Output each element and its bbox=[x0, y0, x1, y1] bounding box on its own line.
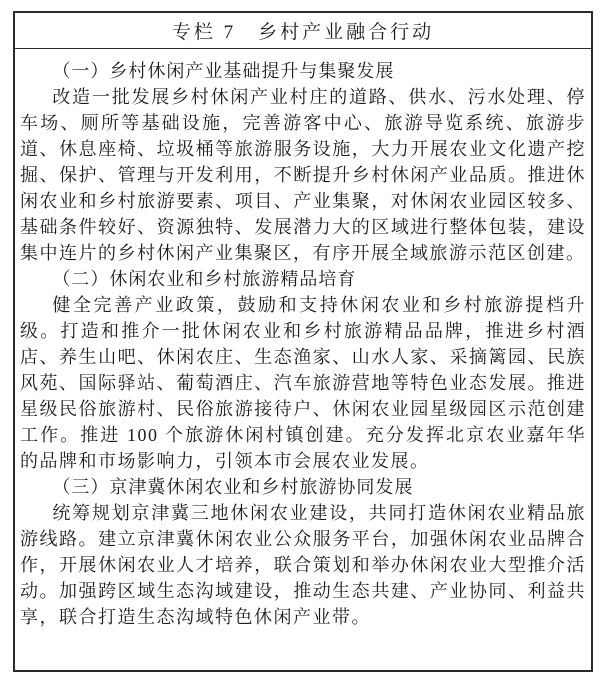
section-paragraph-1: 改造一批发展乡村休闲产业村庄的道路、供水、污水处理、停车场、厕所等基础设施，完善游客中心、旅游导览系统、旅游步道、休息座椅、垃圾桶等旅游服务设施，大力开展农业文化遗产挖掘、保护、管理与开发利用，不断提升乡村休闲产业品质。推进休闲农业和乡村旅游要素、项目、产业集聚，对休闲农业园区较多、基础条件较好、资源独特、发展潜力大的区域进行整体包装，建设集中连片的乡村休闲产业集聚区，有序开展全域旅游示范区创建。 bbox=[20, 87, 586, 263]
section-paragraph-2: 健全完善产业政策，鼓励和支持休闲农业和乡村旅游提档升级。打造和推介一批休闲农业和乡村旅游精品品牌，推进乡村酒店、养生山吧、休闲农庄、生态渔家、山水人家、采摘篱园、民族风苑、国际驿站、葡萄酒庄、汽车旅游营地等特色业态发展。推进星级民俗旅游村、民俗旅游接待户、休闲农业园星级园区示范创建工作。推进 100 个旅游休闲村镇创建。充分发挥北京农业嘉年华的品牌和市场影响力，引领本市会展农业发展。 bbox=[20, 295, 586, 471]
column-panel bbox=[13, 11, 593, 672]
panel-title: 专栏 7 乡村产业融合行动 bbox=[15, 13, 591, 49]
panel-body bbox=[15, 49, 591, 630]
section-heading-3: （三）京津冀休闲农业和乡村旅游协同发展 bbox=[52, 477, 414, 497]
section-heading-2: （二）休闲农业和乡村旅游精品培育 bbox=[52, 269, 357, 289]
section-paragraph-3: 统筹规划京津冀三地休闲农业建设，共同打造休闲农业精品旅游线路。建立京津冀休闲农业公众服务平台，加强休闲农业品牌合作，开展休闲农业人才培养，联合策划和举办休闲农业大型推介活动。加强跨区域生态沟域建设，推动生态共建、产业协同、利益共享，联合打造生态沟域特色休闲产业带。 bbox=[20, 503, 586, 627]
section-heading-1: （一）乡村休闲产业基础提升与集聚发展 bbox=[52, 61, 395, 81]
